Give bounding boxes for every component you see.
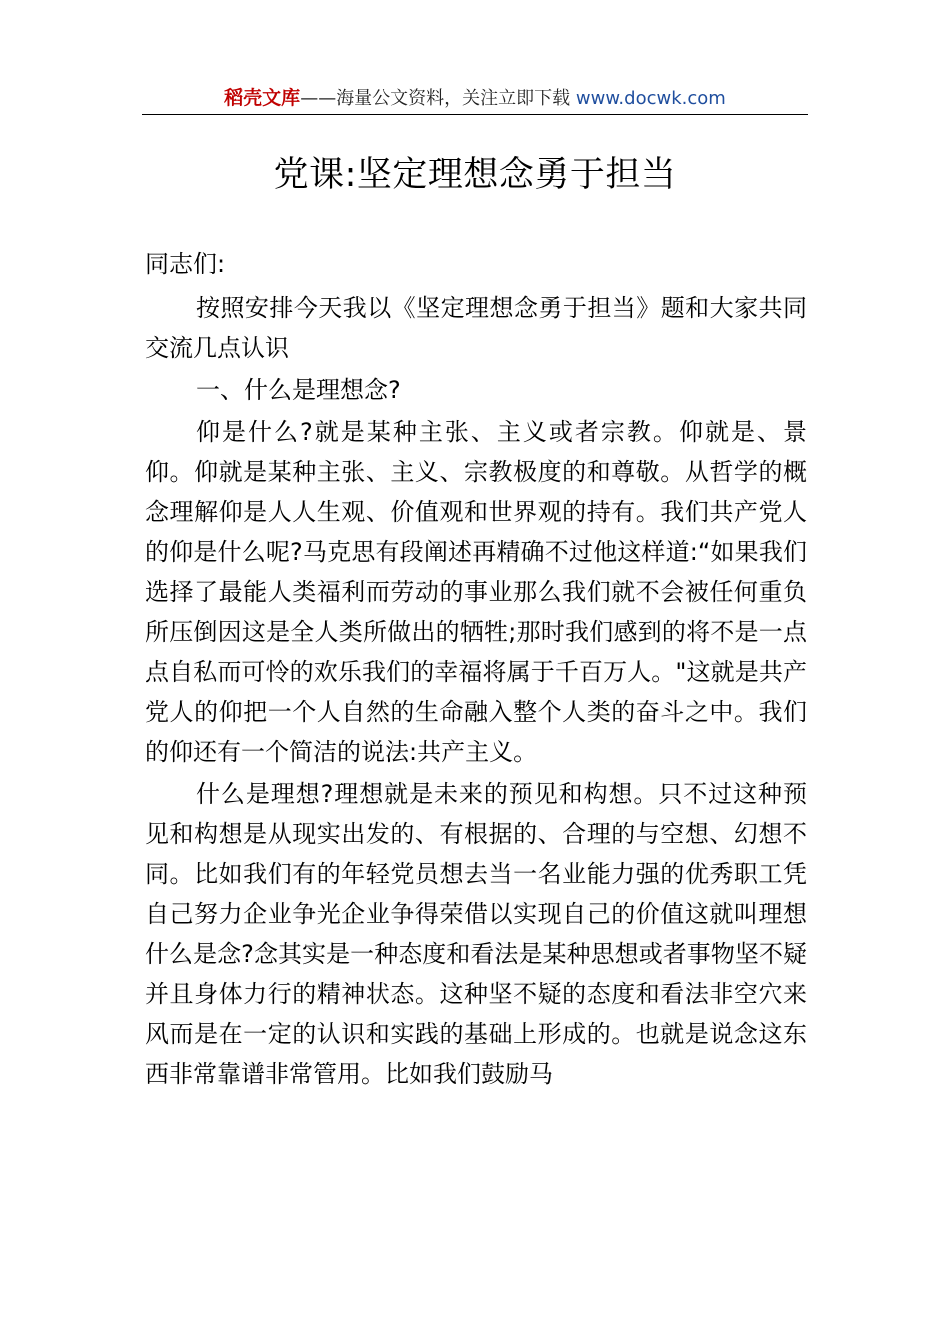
document-body — [145, 244, 807, 1094]
body-paragraph: 按照安排今天我以《坚定理想念勇于担当》题和大家共同交流几点认识 — [145, 294, 807, 362]
header-tagline: ——海量公文资料，关注立即下载 — [300, 88, 576, 109]
body-paragraph: 仰是什么?就是某种主张、主义或者宗教。仰就是、景仰。仰就是某种主张、主义、宗教极度的和尊敬。从哲学的概念理解仰是人人生观、价值观和世界观的持有。我们共产党人的仰是什么呢?马克思有段阐述再精确不过他这样道:“如果我们选择了最能人类福利而劳动的事业那么我们就不会被任何重负所压倒因这是全人类所做出的牺牲;那时我们感到的将不是一点点自私而可怜的欢乐我们的幸福将属于千百万人。"这就是共产党人的仰把一个人自然的生命融入整个人类的奋斗之中。我们的仰还有一个简洁的说法:共产主义。 — [145, 418, 807, 766]
body-paragraph: 什么是理想?理想就是未来的预见和构想。只不过这种预见和构想是从现实出发的、有根据的、合理的与空想、幻想不同。比如我们有的年轻党员想去当一名业能力强的优秀职工凭自己努力企业争光企业争得荣借以实现自己的价值这就叫理想什么是念?念其实是一种态度和看法是某种思想或者事物坚不疑并且身体力行的精神状态。这种坚不疑的态度和看法非空穴来风而是在一定的认识和实践的基础上形成的。也就是说念这东西非常靠谱非常管用。比如我们鼓励马 — [145, 780, 807, 1088]
page-header — [142, 84, 808, 112]
header-divider — [142, 114, 808, 115]
document-title: 党课:坚定理想念勇于担当 — [273, 155, 677, 195]
website-link[interactable]: www.docwk.com — [575, 88, 726, 109]
section-heading: 一、什么是理想念? — [196, 376, 401, 404]
brand-name: 稻壳文库 — [224, 87, 301, 109]
greeting: 同志们: — [145, 250, 226, 278]
